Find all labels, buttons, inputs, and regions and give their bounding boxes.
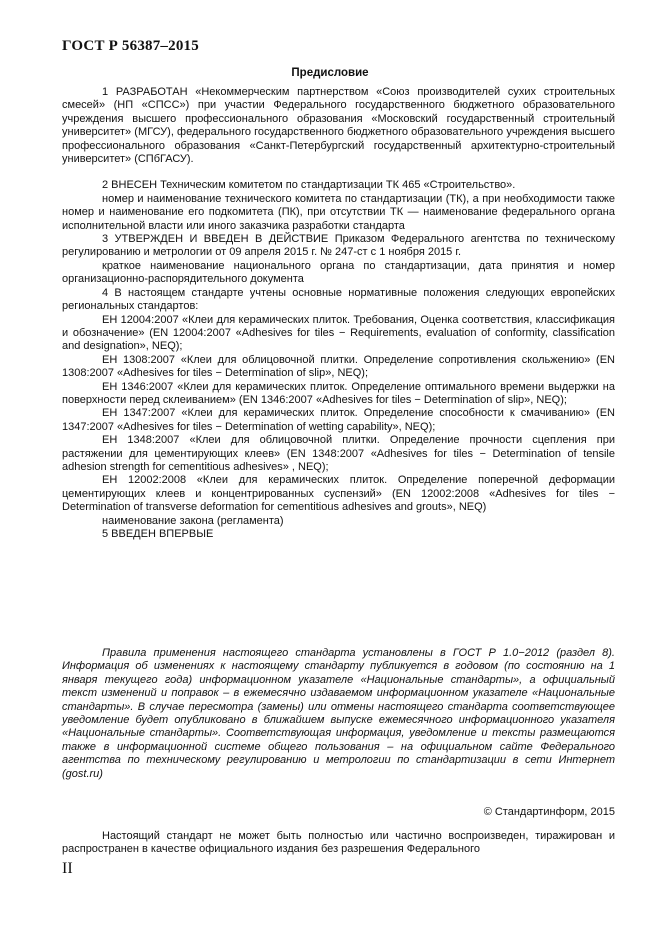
paragraph-authority-note: краткое наименование национального органа по стандартизации, дата принятия и номер организационно-распорядительного документа — [62, 259, 615, 286]
paragraph-submitted-by: 2 ВНЕСЕН Техническим комитетом по стандартизации ТК 465 «Строительство». — [102, 179, 516, 192]
paragraph-tc-note: номер и наименование технического комитета по стандартизации (ТК), а при необходимости также номер и наименование его подкомитета (ПК), при отсутствии ТК — наименование федерального органа исполнительной власти или иного заказчика разработки стандарта — [62, 192, 615, 232]
standard-item-en1348: ЕН 1348:2007 «Клеи для облицовочной плитки. Определение прочности сцепления при растяжении для цементирующих клеев» (EN 1348:2007 «Adhesives for tiles − Determination of tensile adhesion strength for cementitious adhesives» , NEQ); — [62, 434, 615, 473]
reproduction-notice: Настоящий стандарт не может быть полностью или частично воспроизведен, тиражирован и распространен в качестве официального издания без разрешения Федерального — [62, 830, 615, 856]
standard-item-en12002: ЕН 12002:2008 «Клеи для керамических плиток. Определение поперечной деформации цементирующих клеев и концентрированных суспензий» (EN 12002:2008 «Adhesives for tiles − Determination of transverse deformation for cementitious adhesives and grouts», NEQ) — [62, 474, 615, 514]
paragraph-introduced: 5 ВВЕДЕН ВПЕРВЫЕ — [102, 528, 214, 540]
usage-rules-notice: Правила применения настоящего стандарта установлены в ГОСТ Р 1.0−2012 (раздел 8). Информация об изменениях к настоящему стандарту публикуется в годовом (по состоянию на 1 января текущего года) информационном указателе «Национальные стандарты», а официальный текст изменений и поправок – в ежемесячно издаваемом информационном указателе «Национальные стандарты». В случае пересмотра (замены) или отмены настоящего стандарта соответствующее уведомление будет опубликовано в ближайшем выпуске ежемесячного информационного указателя «Национальные стандарты». Соответствующая информация, уведомление и тексты размещаются также в информационной системе общего пользования – на официальном сайте Федерального агентства по техническому регулированию и метрологии по стандартизации в сети Интернет (gost.ru) — [62, 647, 615, 780]
standard-item-en1308: ЕН 1308:2007 «Клеи для облицовочной плитки. Определение сопротивления скольжению» (EN 1308:2007 «Adhesives for tiles − Determination of slip», NEQ); — [62, 353, 615, 380]
paragraph-approved: 3 УТВЕРЖДЕН И ВВЕДЕН В ДЕЙСТВИЕ Приказом Федерального агентства по техническому регулированию и метрологии от 09 апреля 2015 г. № 247-ст с 1 ноября 2015 г. — [62, 233, 615, 259]
paragraph-law-note: наименование закона (регламента) — [102, 514, 284, 527]
page-number: II — [62, 860, 73, 877]
standard-item-en1346: ЕН 1346:2007 «Клеи для керамических плиток. Определение оптимального времени выдержки на поверхности перед склеиванием» (EN 1346:2007 «Adhesives for tiles − Determination of slip», NEQ); — [62, 380, 615, 406]
section-title: Предисловие — [291, 67, 369, 79]
copyright-line: © Стандартинформ, 2015 — [483, 806, 615, 818]
paragraph-european-standards: 4 В настоящем стандарте учтены основные нормативные положения следующих европейских региональных стандартов: — [62, 286, 615, 313]
document-code-header: ГОСТ Р 56387–2015 — [62, 38, 199, 54]
foreword-body — [62, 86, 615, 541]
paragraph-developed-by: 1 РАЗРАБОТАН «Некоммерческим партнерством «Союз производителей сухих строительных смесей» (НП «СПСС») при участии Федерального государственного бюджетного образовательного учреждения высшего профессионального образования «Московский государственный строительный университет» (МГСУ), федерального государственного бюджетного образовательного учреждения высшего профессионального образования «Санкт-Петербургский государственный архитектурно-строительный университет» (СПбГАСУ). — [62, 86, 615, 166]
standard-item-en12004: ЕН 12004:2007 «Клеи для керамических плиток. Требования, Оценка соответствия, классификация и обозначение» (EN 12004:2007 «Adhesives for tiles − Requirements, evaluation of conformity, classification and designation», NEQ); — [62, 313, 615, 353]
standard-item-en1347: ЕН 1347:2007 «Клеи для керамических плиток. Определение способности к смачиванию» (EN 1347:2007 «Adhesives for tiles − Determination of wetting capability», NEQ); — [62, 407, 615, 433]
